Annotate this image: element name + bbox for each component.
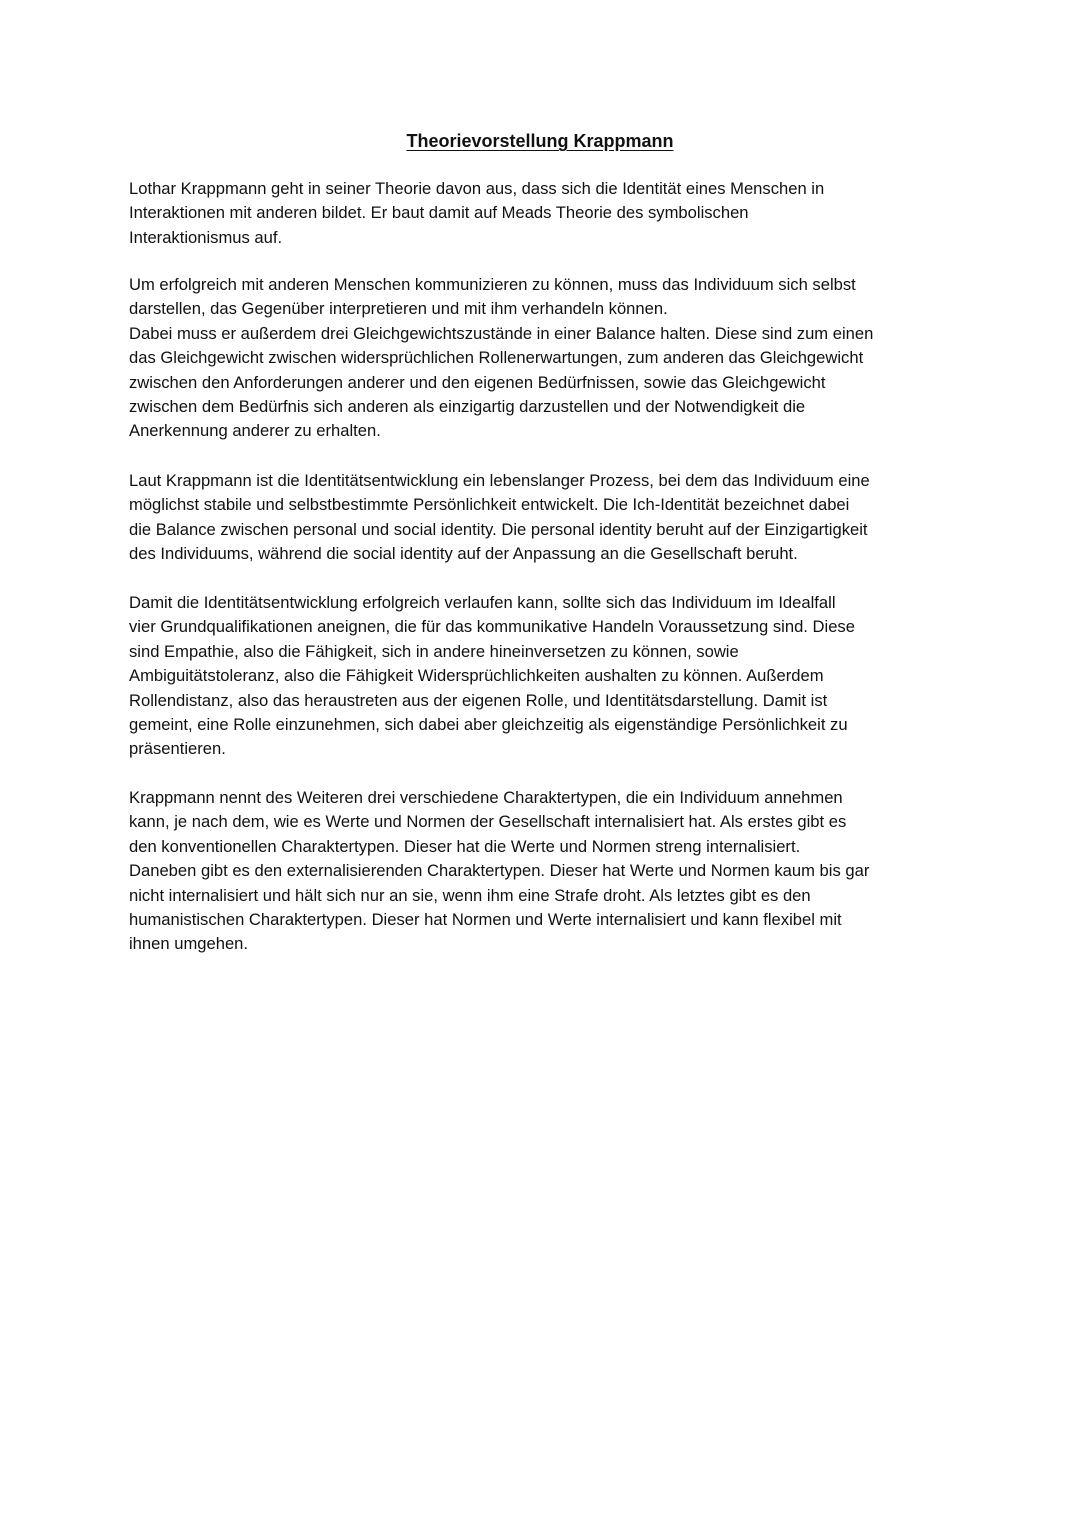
paragraph-line: Daneben gibt es den externalisierenden Charaktertypen. Dieser hat Werte und Normen kaum bis gar xyxy=(129,861,870,881)
paragraph-line: Um erfolgreich mit anderen Menschen kommunizieren zu können, muss das Individuum sich selbst xyxy=(129,275,856,294)
paragraph-line: zwischen dem Bedürfnis sich anderen als einzigartig darzustellen und der Notwendigkeit die xyxy=(129,397,806,417)
paragraph-5 xyxy=(129,786,951,957)
paragraph-line: Rollendistanz, also das heraustreten aus der eigenen Rolle, und Identitätsdarstellung. Damit ist xyxy=(129,690,828,710)
paragraph-line: nicht internalisiert und hält sich nur an sie, wenn ihm eine Strafe droht. Als letztes gibt es den xyxy=(129,885,811,905)
paragraph-line: Dabei muss er außerdem drei Gleichgewichtszustände in einer Balance halten. Diese sind zum einen xyxy=(129,323,874,343)
paragraph-line: das Gleichgewicht zwischen widersprüchlichen Rollenerwartungen, zum anderen das Gleichgewicht xyxy=(129,348,864,368)
paragraph-line: darstellen, das Gegenüber interpretieren und mit ihm verhandeln können. xyxy=(129,299,668,319)
paragraph-3 xyxy=(129,469,951,567)
document-title: Theorievorstellung Krappmann xyxy=(406,131,674,151)
paragraph-line: kann, je nach dem, wie es Werte und Normen der Gesellschaft internalisiert hat. Als erstes gibt es xyxy=(129,812,847,832)
paragraph-line: zwischen den Anforderungen anderer und den eigenen Bedürfnissen, sowie das Gleichgewicht xyxy=(129,372,826,392)
paragraph-2 xyxy=(129,273,951,444)
paragraph-line: Damit die Identitätsentwicklung erfolgreich verlaufen kann, sollte sich das Individuum im Idealfall xyxy=(129,593,836,612)
paragraph-line: gemeint, eine Rolle einzunehmen, sich dabei aber gleichzeitig als eigenständige Persönlichkeit zu xyxy=(129,715,848,735)
paragraph-4 xyxy=(129,591,951,762)
paragraph-line: Interaktionen mit anderen bildet. Er baut damit auf Meads Theorie des symbolischen xyxy=(129,203,749,223)
paragraph-line: Laut Krappmann ist die Identitätsentwicklung ein lebenslanger Prozess, bei dem das Individuum eine xyxy=(129,471,870,490)
paragraph-line: des Individuums, während die social identity auf der Anpassung an die Gesellschaft beruht. xyxy=(129,544,798,564)
paragraph-line: vier Grundqualifikationen aneignen, die für das kommunikative Handeln Voraussetzung sind. Diese xyxy=(129,617,855,637)
paragraph-line: die Balance zwischen personal und social identity. Die personal identity beruht auf der Einzigartigkeit xyxy=(129,519,868,539)
paragraph-line: möglichst stabile und selbstbestimmte Persönlichkeit entwickelt. Die Ich-Identität bezeichnet dabei xyxy=(129,495,850,515)
paragraph-line: Krappmann nennt des Weiteren drei verschiedene Charaktertypen, die ein Individuum annehmen xyxy=(129,788,843,807)
paragraph-line: sind Empathie, also die Fähigkeit, sich in andere hineinversetzen zu können, sowie xyxy=(129,641,739,661)
paragraph-line: ihnen umgehen. xyxy=(129,934,249,954)
paragraph-line: Anerkennung anderer zu erhalten. xyxy=(129,421,381,441)
paragraph-line: Lothar Krappmann geht in seiner Theorie davon aus, dass sich die Identität eines Menschen in xyxy=(129,179,825,198)
paragraph-line: Ambiguitätstoleranz, also die Fähigkeit Widersprüchlichkeiten aushalten zu können. Außerdem xyxy=(129,666,824,686)
paragraph-line: präsentieren. xyxy=(129,739,226,759)
paragraph-1 xyxy=(129,177,951,250)
paragraph-line: humanistischen Charaktertypen. Dieser hat Normen und Werte internalisiert und kann flexibel mit xyxy=(129,910,842,930)
paragraph-line: den konventionellen Charaktertypen. Dieser hat die Werte und Normen streng internalisiert. xyxy=(129,836,801,856)
paragraph-line: Interaktionismus auf. xyxy=(129,227,283,247)
